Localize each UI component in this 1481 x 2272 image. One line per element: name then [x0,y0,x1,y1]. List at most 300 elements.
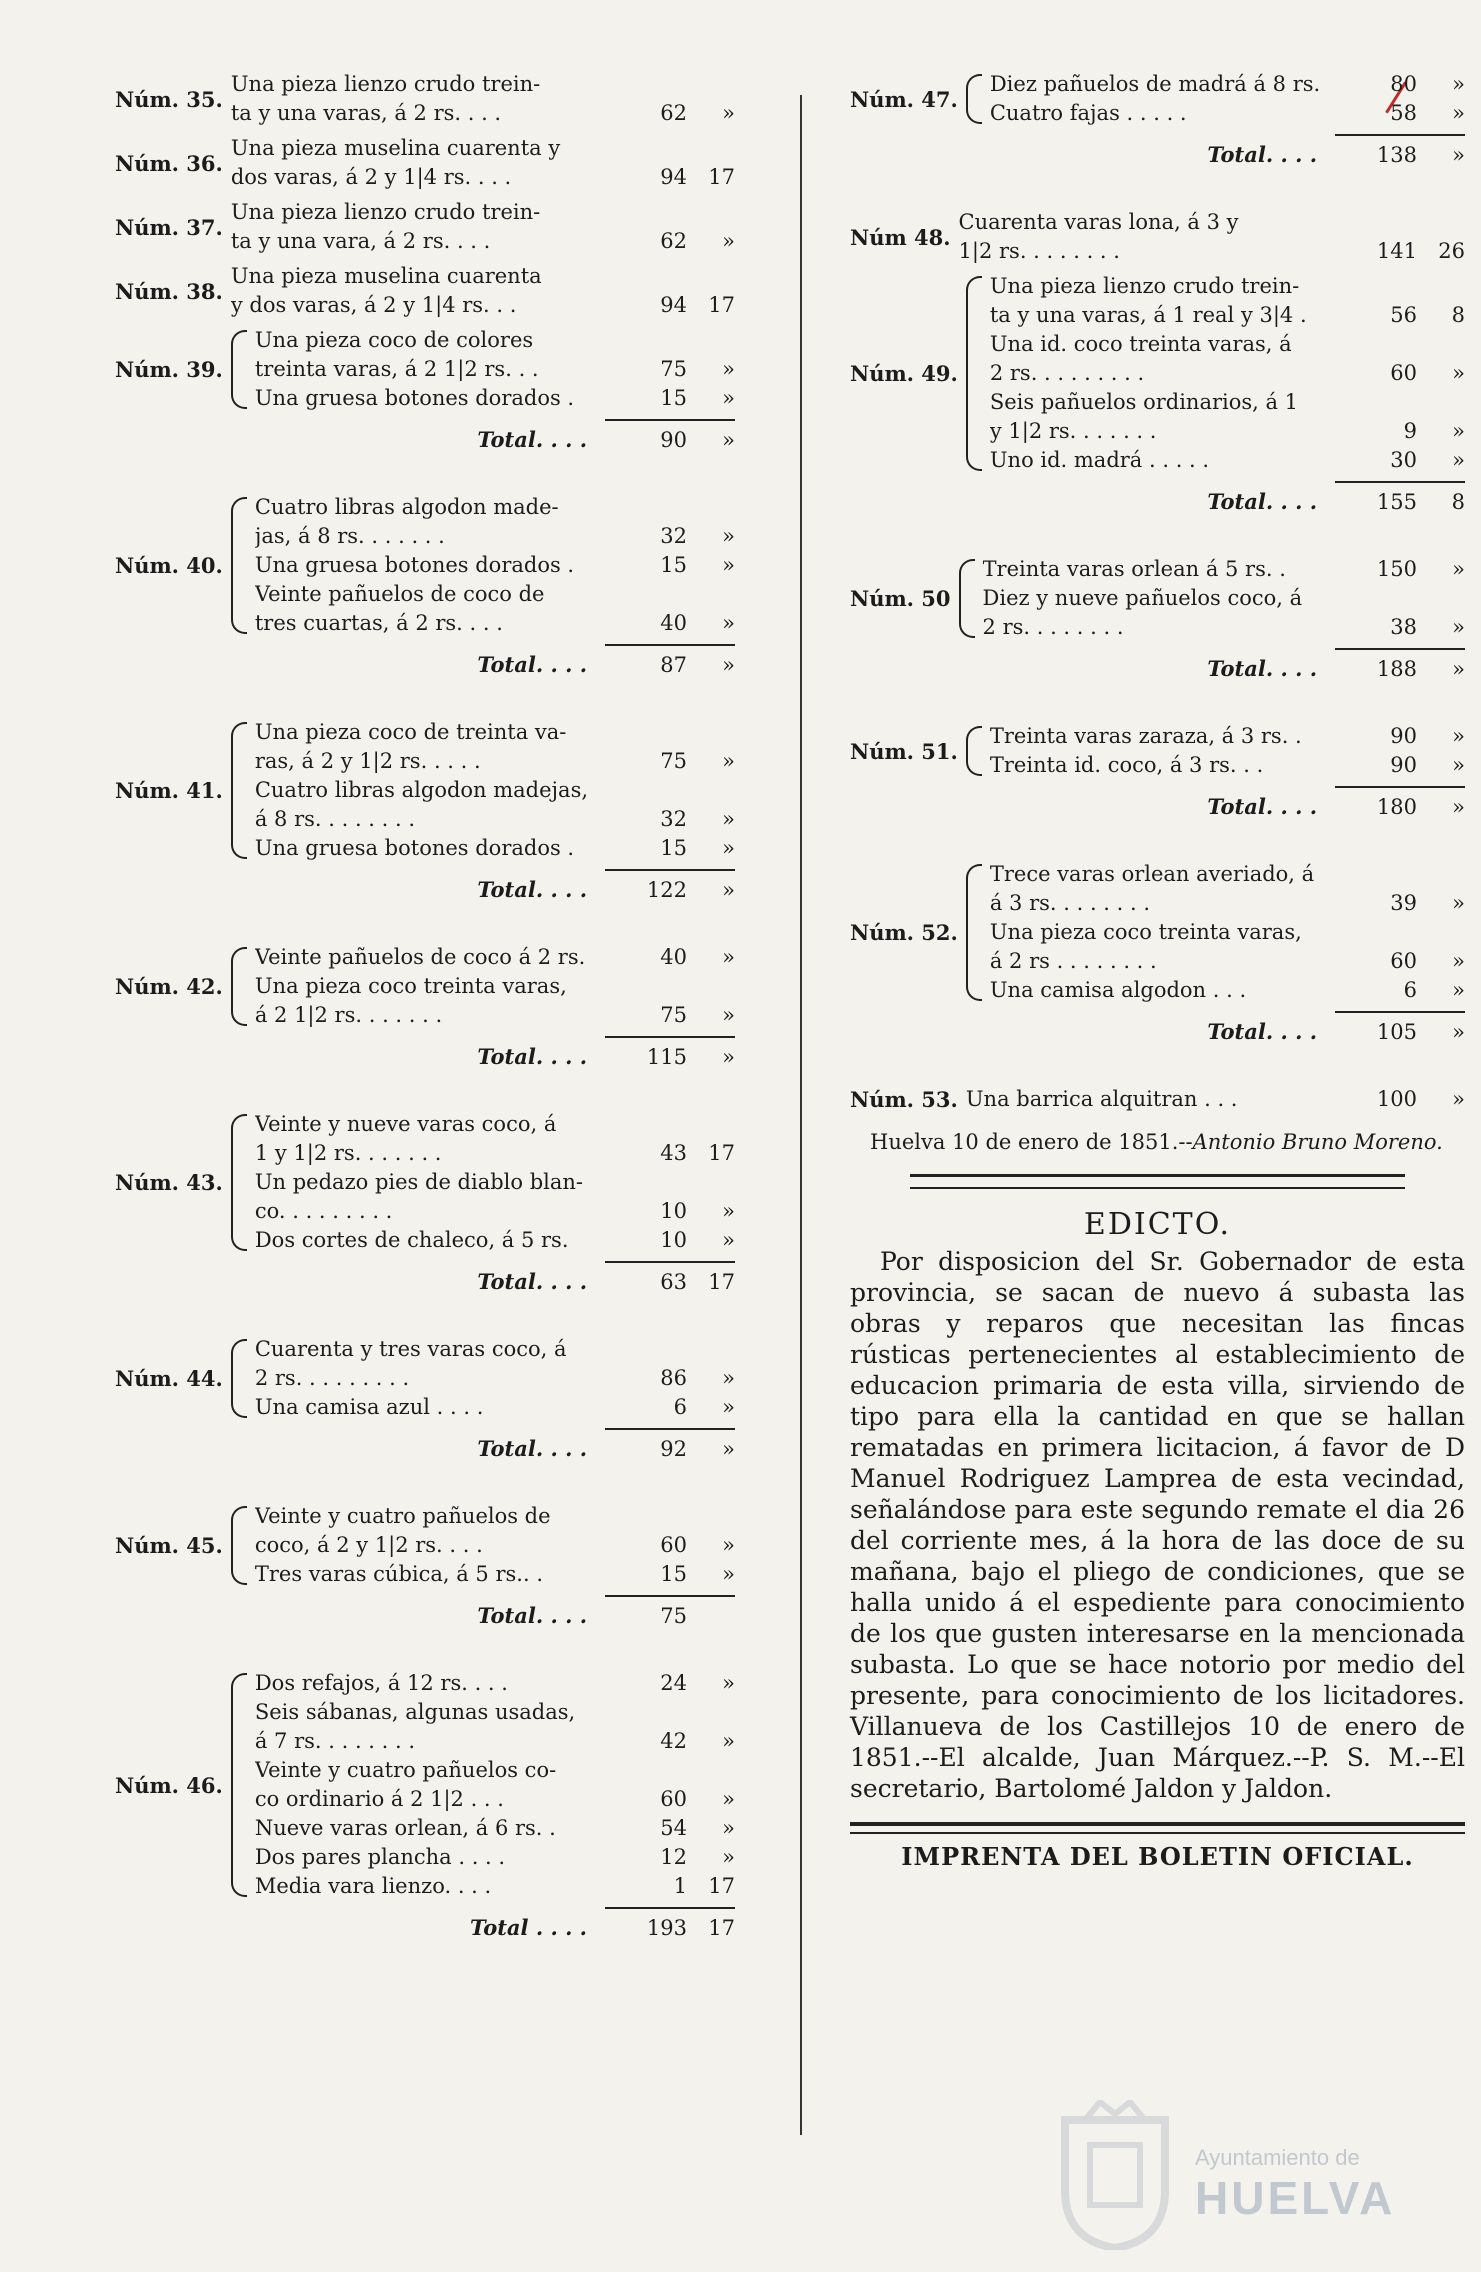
item-reales [1347,330,1417,359]
item-line [983,555,1465,584]
item-maravedis: » [1452,1087,1465,1111]
lot-lines [990,860,1465,1005]
lot-row [850,722,1465,780]
lot-total [115,425,735,455]
lot-number: Núm. 42. [115,974,223,999]
watermark-line1: Ayuntamiento de [1195,2145,1360,2170]
lot-lines [983,555,1465,642]
lot-lines [990,70,1465,128]
item-line [255,1872,735,1901]
item-reales: 39 [1390,891,1417,915]
lot-number: Núm. 47. [850,86,958,112]
item-reales [617,1335,687,1364]
item-maravedis [1417,918,1465,947]
total-label: Total. . . . [1207,794,1317,819]
item-maravedis: » [722,101,735,125]
item-line [255,355,735,384]
item-reales: 1 [673,1874,687,1898]
item-maravedis [687,198,735,227]
item-reales: 58 [1390,101,1417,125]
item-description: Nueve varas orlean, á 6 rs. . [254,1816,556,1840]
lot-row [115,493,735,638]
total-reales: 188 [1376,657,1417,681]
total-label: Total . . . . [470,1915,587,1940]
item-maravedis: » [722,553,735,577]
item-description: Una camisa azul . . . . [254,1395,484,1419]
item-reales: 15 [660,836,687,860]
lot-number: Núm. 44. [115,1366,223,1391]
lot-lines [966,1085,1465,1114]
item-description: á 3 rs. . . . . . . . [989,891,1151,915]
total-maravedis: » [1452,143,1465,167]
item-reales [1347,918,1417,947]
item-description: dos varas, á 2 y 1|4 rs. . . . [230,165,512,189]
item-maravedis [1417,388,1465,417]
brace-bracket [231,330,247,409]
item-reales: 62 [660,229,687,253]
lot-entry [850,208,1465,266]
item-maravedis [687,776,735,805]
item-reales: 15 [660,1562,687,1586]
sum-rule [1335,1011,1465,1013]
edicto-title: EDICTO. [1083,1207,1232,1242]
total-reales: 87 [660,653,687,677]
lot-entry [850,860,1465,1047]
sum-rule [1335,786,1465,788]
item-reales [617,198,687,227]
item-line [990,272,1465,301]
right-column [850,70,1465,1871]
lot-lines [990,722,1465,780]
item-maravedis [687,70,735,99]
total-label: Total. . . . [477,1044,587,1069]
item-line [990,976,1465,1005]
item-maravedis: 17 [708,1141,735,1165]
item-description: Diez pañuelos de madrá á 8 rs. [989,72,1321,96]
item-line [990,722,1465,751]
total-reales: 122 [646,878,687,902]
item-description: Dos pares plancha . . . . [254,1845,506,1869]
lot-total [850,1017,1465,1047]
signature-text: Huelva 10 de enero de 1851.-- [870,1130,1193,1154]
item-maravedis: » [1452,448,1465,472]
item-maravedis [1417,584,1465,613]
item-line [255,609,735,638]
item-line [255,776,735,805]
item-line [990,918,1465,947]
lot-number: Núm 48. [850,224,951,250]
item-description: Tres varas cúbica, á 5 rs.. . [254,1562,543,1586]
item-line [255,1669,735,1698]
sum-rule [605,1595,735,1597]
lot-number: Núm. 45. [115,1533,223,1558]
lot-row [850,70,1465,128]
item-maravedis: » [722,1199,735,1223]
total-reales: 105 [1376,1020,1417,1044]
lot-total [115,1913,735,1943]
item-maravedis: 8 [1451,303,1465,327]
total-maravedis: » [1452,795,1465,819]
edicto-body: Por disposicion del Sr. Gobernador de esta provincia, se sacan de nuevo á subasta las obras y reparos que necesitan las fincas rústicas pertenecientes al establecimiento de educacion primaria de esta villa, sirviendo de tipo para ella la cantidad en que se hallan rematadas en primera licitacion, á favor de D Manuel Rodriguez Lamprea de esta vecindad, señalándose para este segundo remate el dia 26 del corriente mes, á la hora de las doce de su mañana, bajo el pliego de condiciones, que se halla unido á el espediente para conocimiento de los que gusten interesarse en la mencionada subasta. Lo que se hace notorio por medio del presente, para conocimiento de los licitadores. Villanueva de los Castillejos 10 de enero de 1851.--El alcalde, Juan Márquez.--P. S. M.--El secretario, Bartolomé Jaldon y Jaldon. [850,1247,1465,1803]
item-description: Dos refajos, á 12 rs. . . . [254,1671,508,1695]
item-reales: 40 [660,945,687,969]
item-reales [617,70,687,99]
lot-total [115,650,735,680]
item-line [231,99,735,128]
item-maravedis: » [722,524,735,548]
item-description: Una pieza coco de treinta va- [254,720,567,744]
lot-number: Núm. 43. [115,1170,223,1195]
item-reales: 60 [660,1533,687,1557]
item-reales: 94 [660,165,687,189]
item-reales: 43 [660,1141,687,1165]
lot-number: Núm. 51. [850,738,958,764]
item-line [231,198,735,227]
lot-number: Núm. 52. [850,920,958,945]
item-line [990,947,1465,976]
item-line [231,227,735,256]
item-description: Veinte pañuelos de coco de [254,582,545,606]
item-line [255,1197,735,1226]
item-line [983,613,1465,642]
lot-total [850,792,1465,822]
total-label: Total. . . . [477,1603,587,1628]
item-maravedis: » [1452,949,1465,973]
item-description: Una pieza lienzo crudo trein- [989,274,1300,298]
sum-rule [1335,481,1465,483]
item-reales: 60 [660,1787,687,1811]
lot-entry [850,555,1465,684]
item-maravedis [687,1110,735,1139]
lot-lines [255,1502,735,1589]
item-maravedis [1417,860,1465,889]
lot-number: Núm. 49. [850,361,958,386]
item-maravedis [687,1756,735,1785]
sum-rule [1335,134,1465,136]
lot-total [115,1601,735,1631]
total-reales: 115 [646,1045,687,1069]
item-reales: 75 [660,357,687,381]
item-reales [617,326,687,355]
item-line [231,134,735,163]
item-description: treinta varas, á 2 1|2 rs. . . [254,357,539,381]
item-line [231,262,735,291]
brace-bracket [966,864,982,1001]
lot-total [850,487,1465,517]
sum-rule [605,1907,735,1909]
item-description: Seis pañuelos ordinarios, á 1 [989,390,1299,414]
item-maravedis [687,1698,735,1727]
lot-entry [115,1335,735,1464]
item-description: Treinta varas orlean á 5 rs. . [982,557,1286,581]
watermark-line2: HUELVA [1195,2172,1396,2224]
lot-row [850,208,1465,266]
item-reales: 10 [660,1228,687,1252]
item-reales [617,718,687,747]
total-maravedis [687,1601,735,1631]
item-reales [617,580,687,609]
brace-bracket [959,559,975,638]
item-maravedis [687,718,735,747]
printer-credit: IMPRENTA DEL BOLETIN OFICIAL. [901,1842,1414,1871]
left-column [115,70,735,1981]
item-reales [617,972,687,1001]
total-label: Total. . . . [1207,142,1317,167]
item-reales: 94 [660,293,687,317]
brace-bracket [966,74,982,124]
lot-total [115,1434,735,1464]
lot-number: Núm. 50 [850,586,951,611]
brace-bracket [231,722,247,859]
item-reales: 42 [660,1729,687,1753]
huelva-seal-watermark [1055,2100,1175,2250]
sum-rule [605,1261,735,1263]
item-line [231,163,735,192]
lot-number: Núm. 46. [115,1772,223,1798]
item-maravedis: » [722,1729,735,1753]
item-maravedis: » [1452,101,1465,125]
lot-row [850,860,1465,1005]
item-maravedis: » [722,229,735,253]
item-description: Uno id. madrá . . . . . [989,448,1210,472]
item-description: Veinte y cuatro pañuelos de [254,1504,551,1528]
lot-row [115,1669,735,1901]
lot-total [115,1042,735,1072]
item-description: á 7 rs. . . . . . . . [254,1729,416,1753]
lot-row [850,1085,1465,1114]
item-maravedis: » [722,1671,735,1695]
item-description: Diez y nueve pañuelos coco, á [982,586,1303,610]
item-description: Veinte y cuatro pañuelos co- [254,1758,557,1782]
item-maravedis: » [1452,72,1465,96]
item-reales: 62 [660,101,687,125]
item-description: Una pieza coco treinta varas, [254,974,567,998]
item-reales: 32 [660,807,687,831]
item-line [990,99,1465,128]
brace-bracket [966,726,982,776]
item-maravedis [687,326,735,355]
item-line [255,1560,735,1589]
lot-entry [115,134,735,192]
item-reales [617,1756,687,1785]
total-reales: 75 [660,1604,687,1628]
item-line [983,584,1465,613]
lot-lines [255,1110,735,1255]
item-reales: 54 [660,1816,687,1840]
brace-bracket [231,1114,247,1251]
lot-row [115,134,735,192]
item-reales: 30 [1390,448,1417,472]
signature-name: Antonio Bruno Moreno. [1192,1130,1443,1154]
item-reales: 75 [660,749,687,773]
lot-number: Núm. 38. [115,278,223,304]
item-description: Cuatro fajas . . . . . [989,101,1187,125]
item-maravedis [687,972,735,1001]
item-reales: 60 [1390,949,1417,973]
item-description: y dos varas, á 2 y 1|4 rs. . . [230,293,517,317]
item-description: coco, á 2 y 1|2 rs. . . . [254,1533,483,1557]
item-reales [1347,208,1417,237]
item-line [255,1139,735,1168]
total-reales: 155 [1376,490,1417,514]
item-line [255,972,735,1001]
item-maravedis [687,1168,735,1197]
item-description: 2 rs. . . . . . . . . [989,361,1145,385]
item-maravedis: » [722,611,735,635]
item-line [255,326,735,355]
item-description: ta y una varas, á 1 real y 3|4 . [989,303,1307,327]
item-description: á 2 rs . . . . . . . . [989,949,1157,973]
item-line [990,446,1465,475]
item-line [255,718,735,747]
right-entries [850,70,1465,1114]
lot-row [115,1502,735,1589]
lot-entry [850,70,1465,170]
item-line [255,1502,735,1531]
item-reales [1347,272,1417,301]
lot-number: Núm. 53. [850,1087,958,1112]
lot-row [115,943,735,1030]
lot-entry [850,722,1465,822]
item-description: Seis sábanas, algunas usadas, [254,1700,576,1724]
item-description: Cuarenta y tres varas coco, á [254,1337,567,1361]
item-description: Una gruesa botones dorados . [254,386,575,410]
item-description: Trece varas orlean averiado, á [989,862,1315,886]
total-maravedis: » [722,1437,735,1461]
item-description: jas, á 8 rs. . . . . . . [254,524,445,548]
lot-lines [231,70,735,128]
item-reales: 24 [660,1671,687,1695]
lot-entry [115,1502,735,1631]
item-maravedis [1417,330,1465,359]
item-line [255,1531,735,1560]
item-reales: 38 [1390,615,1417,639]
item-line [990,301,1465,330]
lot-row [115,70,735,128]
item-description: 1|2 rs. . . . . . . . [958,239,1120,263]
brace-bracket [231,1506,247,1585]
signature-line [870,1128,1465,1156]
item-line [255,834,735,863]
item-maravedis: » [1452,978,1465,1002]
item-maravedis [687,580,735,609]
item-maravedis: 17 [708,293,735,317]
item-description: Media vara lienzo. . . . [254,1874,492,1898]
lot-lines [255,718,735,863]
total-maravedis: » [722,878,735,902]
item-line [231,291,735,320]
item-description: Una pieza coco de colores [254,328,534,352]
item-line [959,237,1465,266]
lot-total [850,654,1465,684]
item-line [990,359,1465,388]
item-reales [617,1168,687,1197]
item-reales [617,1698,687,1727]
ornament-rule [910,1174,1405,1189]
item-description: ras, á 2 y 1|2 rs. . . . . [254,749,481,773]
item-reales [617,262,687,291]
total-reales: 180 [1376,795,1417,819]
item-description: Cuatro libras algodon made- [254,495,559,519]
item-line [255,1110,735,1139]
item-line [255,1168,735,1197]
item-maravedis [687,262,735,291]
item-maravedis: » [722,836,735,860]
total-label: Total. . . . [1207,489,1317,514]
item-description: y 1|2 rs. . . . . . . [989,419,1157,443]
brace-bracket [231,1673,247,1897]
item-line [255,1393,735,1422]
footer-rule [850,1822,1465,1834]
lot-entry [115,262,735,320]
lot-number: Núm. 36. [115,150,223,176]
lot-entry [115,198,735,256]
item-description: Cuatro libras algodon madejas, [254,778,589,802]
item-maravedis: » [722,1003,735,1027]
lot-row [115,198,735,256]
item-description: ta y una varas, á 2 rs. . . . [230,101,502,125]
item-description: Un pedazo pies de diablo blan- [254,1170,583,1194]
item-maravedis: » [722,1366,735,1390]
item-description: Una gruesa botones dorados . [254,553,575,577]
item-reales: 6 [673,1395,687,1419]
item-description: Una pieza muselina cuarenta [230,264,542,288]
total-reales: 90 [660,428,687,452]
sum-rule [605,419,735,421]
item-maravedis: » [722,386,735,410]
item-line [990,889,1465,918]
lot-lines [255,326,735,413]
item-maravedis: 17 [708,165,735,189]
item-line [255,1814,735,1843]
lot-lines [959,208,1465,266]
item-line [990,330,1465,359]
item-reales: 60 [1390,361,1417,385]
item-line [255,1785,735,1814]
item-reales [617,776,687,805]
item-description: Una barrica alquitran . . . [965,1087,1238,1111]
item-reales [617,1110,687,1139]
item-line [959,208,1465,237]
item-line [990,70,1465,99]
item-description: á 8 rs. . . . . . . . [254,807,416,831]
item-reales: 90 [1390,724,1417,748]
total-label: Total. . . . [477,427,587,452]
lot-entry [115,943,735,1072]
sum-rule [605,1428,735,1430]
item-description: ta y una vara, á 2 rs. . . . [230,229,491,253]
item-description: Veinte pañuelos de coco á 2 rs. [254,945,586,969]
lot-number: Núm. 41. [115,778,223,803]
item-reales: 9 [1403,419,1417,443]
item-description: Una gruesa botones dorados . [254,836,575,860]
item-reales [1347,584,1417,613]
total-label: Total. . . . [1207,1019,1317,1044]
item-maravedis: » [722,749,735,773]
item-reales: 86 [660,1366,687,1390]
lot-lines [255,1669,735,1901]
item-maravedis: » [722,1845,735,1869]
lot-lines [990,272,1465,475]
total-maravedis: » [1452,1020,1465,1044]
lot-row [115,718,735,863]
lot-entry [115,1669,735,1943]
total-maravedis: » [722,428,735,452]
item-maravedis: » [1452,557,1465,581]
item-description: Veinte y nueve varas coco, á [254,1112,557,1136]
sum-rule [1335,648,1465,650]
item-line [255,1335,735,1364]
